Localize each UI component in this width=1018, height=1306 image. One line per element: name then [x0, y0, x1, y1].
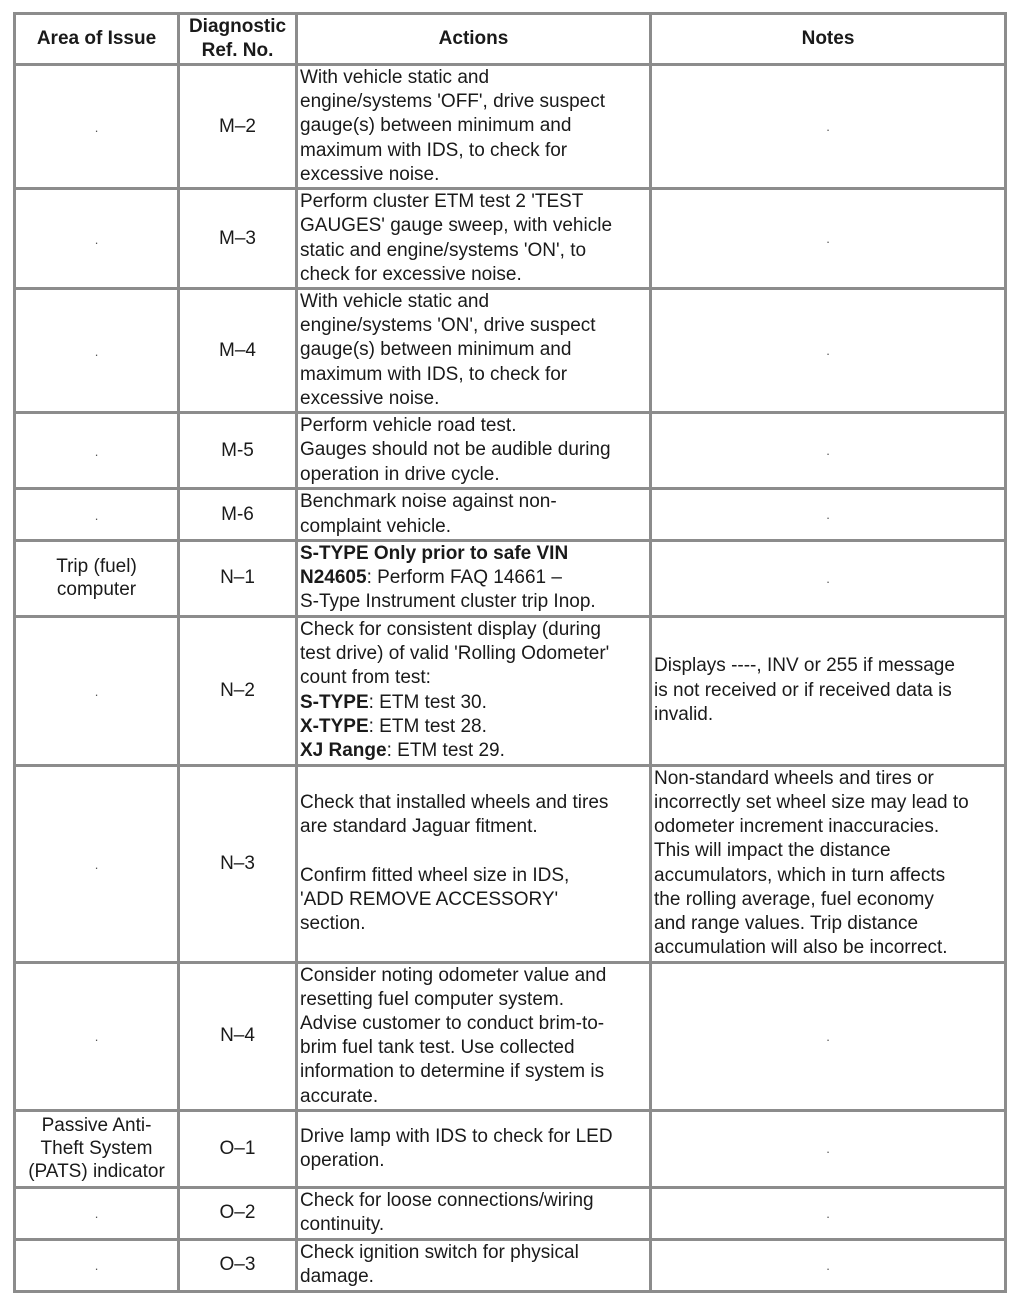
area-cell: .	[15, 962, 179, 1110]
header-area: Area of Issue	[15, 14, 179, 65]
notes-cell: .	[651, 1239, 1006, 1291]
table-row	[15, 413, 1006, 489]
header-actions: Actions	[297, 14, 651, 65]
table-row	[15, 1110, 1006, 1187]
ref-cell: N–2	[179, 616, 297, 765]
notes-cell: .	[651, 1110, 1006, 1187]
area-cell: Passive Anti- Theft System (PATS) indicator	[15, 1110, 179, 1187]
notes-cell: .	[651, 541, 1006, 617]
notes-cell: .	[651, 65, 1006, 189]
header-notes: Notes	[651, 14, 1006, 65]
header-row	[15, 14, 1006, 65]
ref-cell: M-6	[179, 489, 297, 541]
table-row	[15, 616, 1006, 765]
table-row	[15, 489, 1006, 541]
notes-cell: Displays ----, INV or 255 if message is not received or if received data is invalid.	[651, 616, 1006, 765]
table-row	[15, 65, 1006, 189]
actions-cell: S-TYPE Only prior to safe VIN N24605: Perform FAQ 14661 – S-Type Instrument cluster trip Inop.	[297, 541, 651, 617]
diagnostic-table	[13, 12, 1007, 1293]
actions-cell: Check ignition switch for physical damage.	[297, 1239, 651, 1291]
ref-cell: O–1	[179, 1110, 297, 1187]
ref-cell: N–4	[179, 962, 297, 1110]
actions-cell: With vehicle static and engine/systems 'ON', drive suspect gauge(s) between minimum and maximum with IDS, to check for excessive noise.	[297, 289, 651, 413]
area-cell: .	[15, 65, 179, 189]
notes-cell: .	[651, 413, 1006, 489]
area-cell: .	[15, 1239, 179, 1291]
actions-cell: Perform cluster ETM test 2 'TEST GAUGES' gauge sweep, with vehicle static and engine/systems 'ON', to check for excessive noise.	[297, 189, 651, 289]
area-cell: .	[15, 413, 179, 489]
ref-cell: N–1	[179, 541, 297, 617]
notes-cell: .	[651, 189, 1006, 289]
area-cell: .	[15, 489, 179, 541]
area-cell: .	[15, 616, 179, 765]
area-cell: .	[15, 765, 179, 962]
actions-cell: With vehicle static and engine/systems 'OFF', drive suspect gauge(s) between minimum and maximum with IDS, to check for excessive noise.	[297, 65, 651, 189]
actions-cell: Check for loose connections/wiring continuity.	[297, 1187, 651, 1239]
area-cell: .	[15, 189, 179, 289]
notes-cell: Non-standard wheels and tires or incorrectly set wheel size may lead to odometer increment inaccuracies. This will impact the distance accumulators, which in turn affects the rolling average, fuel economy and range values. Trip distance accumulation will also be incorrect.	[651, 765, 1006, 962]
table-row	[15, 1187, 1006, 1239]
area-cell: .	[15, 1187, 179, 1239]
table-row	[15, 765, 1006, 962]
actions-cell: Check for consistent display (during test drive) of valid 'Rolling Odometer' count from test: S-TYPE: ETM test 30. X-TYPE: ETM test 28. XJ Range: ETM test 29.	[297, 616, 651, 765]
table-row	[15, 541, 1006, 617]
ref-cell: N–3	[179, 765, 297, 962]
notes-cell: .	[651, 962, 1006, 1110]
actions-cell: Check that installed wheels and tires are standard Jaguar fitment. Confirm fitted wheel size in IDS, 'ADD REMOVE ACCESSORY' section.	[297, 765, 651, 962]
ref-cell: M–2	[179, 65, 297, 189]
actions-cell: Perform vehicle road test. Gauges should not be audible during operation in drive cycle.	[297, 413, 651, 489]
table-row	[15, 962, 1006, 1110]
notes-cell: .	[651, 1187, 1006, 1239]
ref-cell: O–2	[179, 1187, 297, 1239]
actions-cell: Benchmark noise against non- complaint vehicle.	[297, 489, 651, 541]
ref-cell: M-5	[179, 413, 297, 489]
ref-cell: M–3	[179, 189, 297, 289]
table-row	[15, 189, 1006, 289]
ref-cell: O–3	[179, 1239, 297, 1291]
area-cell: Trip (fuel) computer	[15, 541, 179, 617]
table-row	[15, 1239, 1006, 1291]
ref-cell: M–4	[179, 289, 297, 413]
table-row	[15, 289, 1006, 413]
header-ref: Diagnostic Ref. No.	[179, 14, 297, 65]
notes-cell: .	[651, 289, 1006, 413]
actions-cell: Consider noting odometer value and resetting fuel computer system. Advise customer to conduct brim-to- brim fuel tank test. Use collected information to determine if system is accurate.	[297, 962, 651, 1110]
area-cell: .	[15, 289, 179, 413]
notes-cell: .	[651, 489, 1006, 541]
actions-cell: Drive lamp with IDS to check for LED operation.	[297, 1110, 651, 1187]
